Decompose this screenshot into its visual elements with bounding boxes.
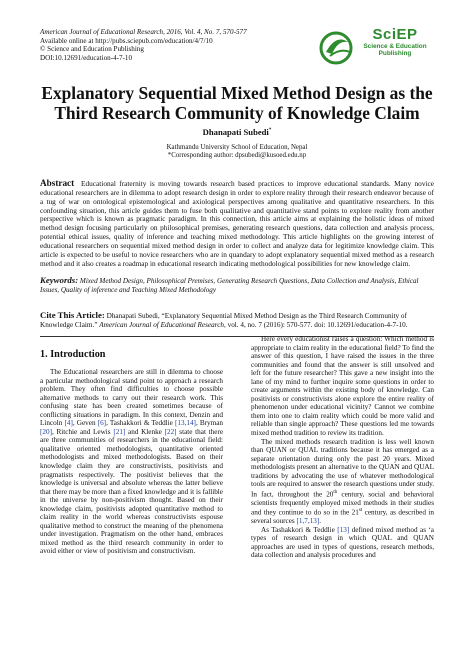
text-run: , Bryman: [195, 419, 224, 428]
intro-paragraph-1: [40, 368, 223, 556]
text-run: , Tashakkori & Teddlie: [106, 419, 173, 428]
text-run: state that there are three communities of researchers in the educational field: qualitative oriented methodologists, quantitative oriented methodologists and mixed methodologists. Based on their knowledge claim they are constructivists, positivists and pragmatists respectively. The positivist believes that the knowledge is universal and absolute whereas the latter believe that there may be more than a fixed knowledge and it is fallible in the universe by non-positivism thought. Based on their knowledge claim, positivists adopted quantitative method to claim reality in the world whereas constructivists espouse qualitative method to construct the meaning of the phenomena under investigation. Pragmatism on the other hand, embraces mixed method as the third research community in order to avoid either or view of positivism and constructivism.: [40, 427, 224, 556]
left-column: [40, 368, 223, 556]
author-name: Dhanapati Subedi: [202, 127, 269, 137]
keywords-text: Mixed Method Design, Philosophical Premises, Generating Research Questions, Data Collection and Analysis, Ethical Issues, Quality of inference and Teaching Mixed Methodology: [40, 277, 419, 294]
keywords-label: Keywords:: [40, 275, 79, 285]
text-run: and Klenke: [128, 427, 162, 436]
text-run: , Ritchie and Lewis: [51, 427, 111, 436]
right-column: [251, 335, 434, 560]
abstract: [40, 179, 434, 268]
affiliation-block: [0, 144, 474, 161]
keywords: [40, 276, 434, 295]
superscript: th: [333, 489, 338, 495]
journal-citation-line: American Journal of Educational Research, 2016, Vol. 4, No. 7, 570-577: [40, 28, 247, 36]
text-run: The mixed methods research tradition is less well known than QUAN or QUAL traditions because it has emerged as a separate orientation during only the past 20 years. Mixed methodologists present an alternative to the QUAN and QUAL traditions by advocating the use of whatever methodological tools are required to answer the research questions under study. In fact, throughout the 20: [251, 437, 434, 499]
citation-link[interactable]: [13,14]: [174, 419, 196, 428]
text-run: As Tashakkori & Teddlie: [261, 525, 335, 534]
logo-subtitle-2: Publishing: [378, 50, 412, 58]
citation-link[interactable]: [21]: [113, 427, 126, 436]
text-run: .: [319, 517, 322, 526]
logo-brand: SciEP: [372, 26, 418, 43]
citation-link[interactable]: [22]: [164, 427, 177, 436]
paper-title: Explanatory Sequential Mixed Method Design as the Third Research Community of Knowledge Claim: [41, 83, 433, 123]
text-run: defined mixed method as ‘a types of research design in which QUAL and QUAN approaches are used in types of questions, research methods, data collection and analysis procedures and: [251, 525, 435, 560]
citation-link[interactable]: [13]: [337, 525, 350, 534]
intro-paragraph-3: [251, 438, 434, 526]
author-mark: *: [268, 128, 272, 134]
abstract-text: Educational fraternity is moving towards research based practices to improve educational standards. Many novice educational researchers are in dilemma to adopt research design in order to explore reality through their research endeavor because of a tug of war on ontological epistemological and axiological perspectives among qualitative and quantitative researchers. In this confounding situation, this article guides them to fuse both qualitative and quantitative stand points to explore reality from another perspective which is known as pragmatic paradigm. In this connection, this article aims at explaining the holistic ideas of mixed method design focusing particularly on philosophical premises, generating research questions, data collection and analysis process, potential ethical issues, quality of inference and teaching mixed methodology. This article highlights on the growing interest of educational researchers on sequential mixed method design in order to collect and analyze data for legitimize knowledge claim. This article is expected to be useful to novice researchers who are in quandary to adopt explanatory sequential mixed method as a research method and it also creates a roadmap in educational research indicating methodological possibilities for new knowledge claim.: [40, 179, 434, 268]
citation-link[interactable]: [6]: [97, 419, 107, 428]
doi-line: DOI:10.12691/education-4-7-10: [40, 53, 133, 62]
citation-link[interactable]: [1,7,13]: [296, 517, 320, 526]
text-run: , Geven: [72, 419, 96, 428]
available-online-line: Available online at http://pubs.sciepub.com/education/4/7/10: [40, 36, 213, 45]
citation-link[interactable]: [4]: [64, 419, 73, 428]
journal-header: [40, 28, 310, 62]
cite-this-article: [40, 311, 434, 330]
citation-link[interactable]: [20]: [40, 427, 52, 436]
author-line: [0, 127, 474, 137]
corresponding-author: *Corresponding author: dpsubedi@kusoed.edu.np: [167, 152, 307, 160]
copyright-line: © Science and Education Publishing: [40, 45, 144, 54]
intro-paragraph-4: [251, 526, 434, 560]
text-run: century, social and behavioral scientists frequently employed mixed methods in their studies and they continue to do so in the 21: [251, 490, 434, 517]
text-run: century, as described in several sources: [251, 508, 435, 526]
affiliation: Kathmandu University School of Education, Nepal: [166, 144, 308, 151]
cite-label: Cite This Article:: [40, 310, 105, 320]
text-run: The Educational researchers are still in dilemma to choose a particular methodological stand point to approach a research problem. They often find difficulties to choose possible alternative methods to carry out their research work. This confusing state has been created sometimes because of conflicting situations in paradigm. In this context, Denzin and Lincoln: [40, 368, 223, 428]
superscript: st: [358, 508, 363, 514]
intro-paragraph-2: Here every educationist raises a question: Which method is appropriate to claim reality in the educational field? To find the answer of this question, I have raised the issues in the three communities and found that the answer is still unsolved and left for the future researcher? This gave a new insight into the lane of my mind to further inquire some questions in order to create arguments within the existing body of knowledge. Can positivists or constructivists alone explore the entire reality of phenomenon under educational vicinity? Cannot we combine them into one to claim reality which could be more valid and reliable than single approach? These questions led me towards mixed method tradition to review its tradition.: [251, 335, 434, 438]
logo-subtitle-1: Science & Education: [363, 43, 427, 50]
publisher-logo-text: [352, 27, 438, 57]
abstract-label: Abstract: [40, 178, 75, 188]
cite-text-before: Dhanapati Subedi, “Explanatory Sequential Mixed Method Design as the Third Research Community of Knowledge Claim.”: [40, 312, 407, 329]
section-heading: 1. Introduction: [40, 349, 106, 360]
cite-text-after: vol. 4, no. 7 (2016): 570-577. doi: 10.12691/education-4-7-10.: [227, 320, 408, 329]
cite-journal: American Journal of Educational Research,: [99, 320, 226, 329]
